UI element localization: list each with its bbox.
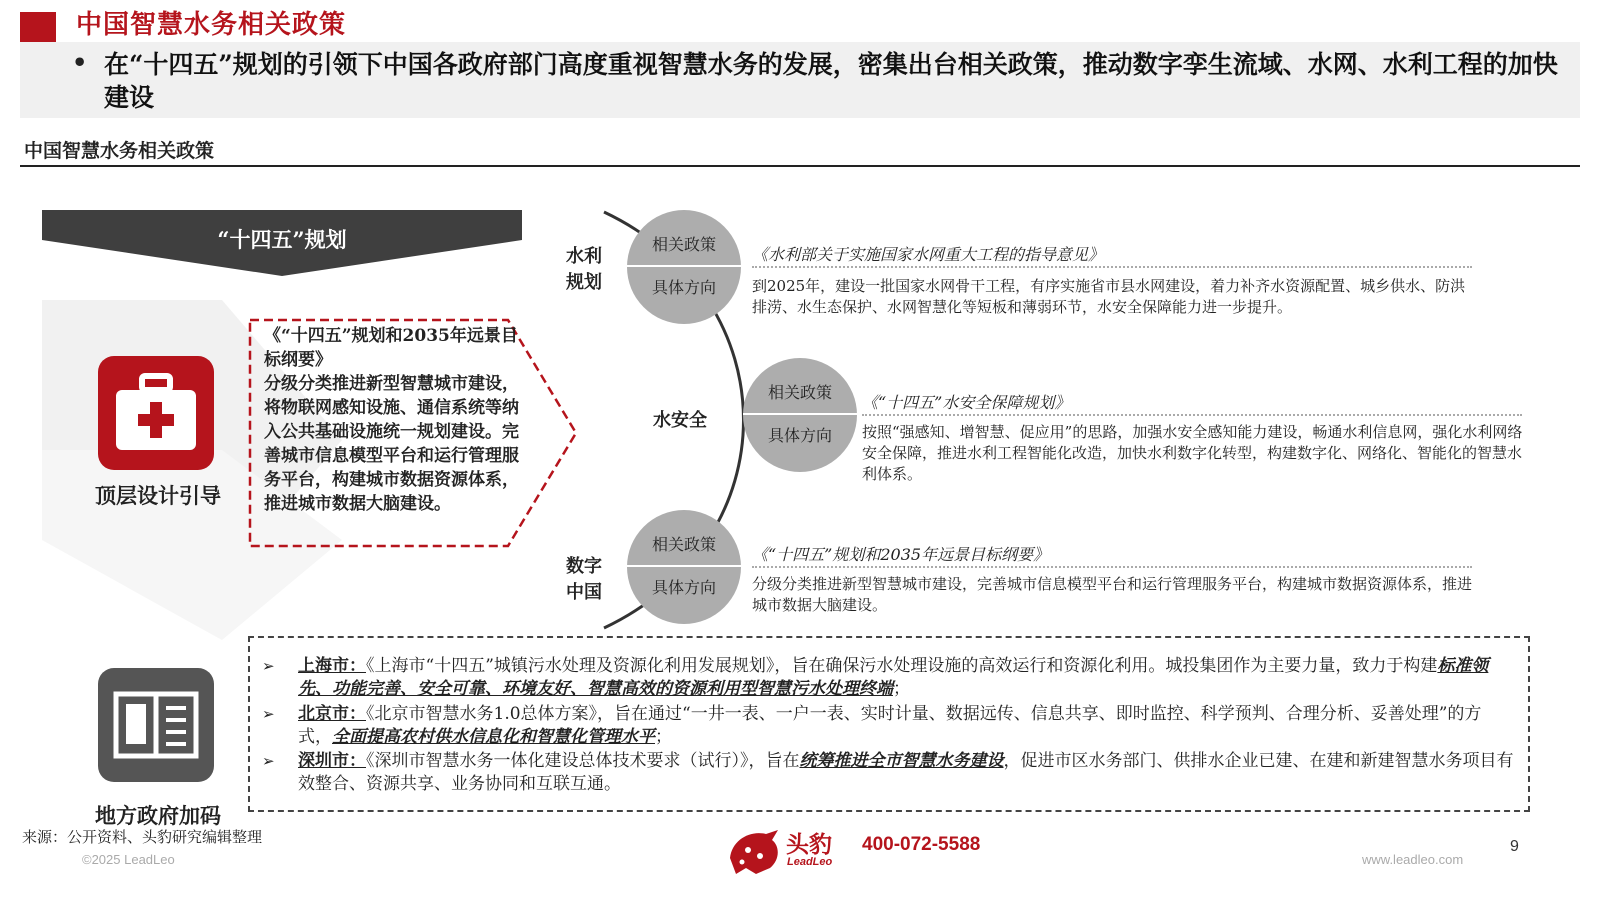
- city-name: 深圳市：: [298, 751, 366, 771]
- summary-bullet: •: [72, 48, 88, 77]
- direction-tag: 具体方向: [651, 278, 716, 297]
- copyright: ©2025 LeadLeo: [82, 852, 175, 867]
- area-label-water-planning: 水利规划: [566, 246, 602, 293]
- local-text: 《上海市“十四五”城镇污水处理及资源化利用发展规划》，旨在确保污水处理设施的高效运行和资源化利用。城投集团作为主要力量，致力于构建: [366, 656, 1438, 676]
- local-text: 《北京市智慧水务1.0总体方案》，旨在通过“一井一表、一户一表、实时计量、数据远传、信息共享、即时监控、科学预判、合理分析、妥善处理”的方式，: [298, 704, 1482, 747]
- area-circle-water-security: [743, 358, 857, 472]
- leopard-logo-icon: [726, 828, 782, 876]
- brand-name-en: LeadLeo: [787, 856, 833, 868]
- plan-detail-body: 分级分类推进新型智慧城市建设，将物联网感知设施、通信系统等纳入公共基础设施统一规划建设。完善城市信息模型平台和运行管理服务平台，构建城市数据资源体系，推进城市数据大脑建设。: [264, 374, 519, 514]
- plan-detail-title: 《“十四五”规划和2035年远景目标纲要》: [264, 326, 518, 370]
- city-name: 北京市：: [298, 704, 366, 724]
- page-number: 9: [1510, 838, 1519, 855]
- dotted-divider: [752, 566, 1472, 568]
- arrow-bullet-icon: ➢: [262, 657, 275, 675]
- policy-desc-digital-china: 分级分类推进新型智慧城市建设，完善城市信息模型平台和运行管理服务平台，构建城市数据资源体系，推进城市数据大脑建设。: [752, 575, 1473, 614]
- arrow-bullet-icon: ➢: [262, 705, 275, 723]
- local-item-beijing: ➢ 北京市：《北京市智慧水务1.0总体方案》，旨在通过“一井一表、一户一表、实时计量、数据远传、信息共享、即时监控、科学预判、合理分析、妥善处理”的方式，全面提高农村供水信息化和智慧化管理水平；: [262, 704, 1482, 747]
- city-name: 上海市：: [298, 656, 366, 676]
- phone-number: 400-072-5588: [862, 834, 981, 855]
- policy-title-water-security: 《“十四五”水安全保障规划》: [862, 393, 1071, 412]
- local-highlight: 标准领先、功能完善、安全可靠、环境友好、智慧高效的资源利用型智慧污水处理终端: [298, 656, 1489, 699]
- arrow-bullet-icon: ➢: [262, 752, 275, 770]
- page-title: 中国智慧水务相关政策: [76, 10, 347, 40]
- local-item-shenzhen: ➢ 深圳市：《深圳市智慧水务一体化建设总体技术要求（试行）》，旨在统筹推进全市智慧水务建设，促进市区水务部门、供排水企业已建、在建和新建智慧水务项目有效整合、资源共享、业务协同和互联互通。: [262, 751, 1514, 794]
- dotted-divider: [862, 414, 1522, 416]
- plan-detail: [264, 324, 532, 516]
- source-note: 来源：公开资料、头豹研究编辑整理: [22, 828, 263, 846]
- brand-name: 头豹: [786, 831, 832, 858]
- direction-tag: 具体方向: [651, 578, 716, 597]
- local-text: 《深圳市智慧水务一体化建设总体技术要求（试行）》，旨在: [366, 751, 800, 771]
- policy-title-digital-china: 《“十四五”规划和2035年远景目标纲要》: [752, 545, 1050, 564]
- area-circle-digital-china: [627, 510, 741, 624]
- policy-desc-water-planning: 到2025年，建设一批国家水网骨干工程，有序实施省市县水网建设，着力补齐水资源配置、城乡供水、防洪排涝、水生态保护、水网智慧化等短板和薄弱环节，水安全保障能力进一步提升。: [752, 277, 1466, 316]
- dotted-divider: [752, 266, 1472, 268]
- area-label-digital-china: 数字中国: [566, 556, 602, 603]
- section-title: 中国智慧水务相关政策: [24, 140, 215, 162]
- local-highlight: 全面提高农村供水信息化和智慧化管理水平: [332, 727, 655, 747]
- policy-tag: 相关政策: [767, 383, 832, 402]
- local-gov-label: 地方政府加码: [95, 803, 221, 828]
- first-aid-kit-icon: [98, 356, 214, 470]
- plan-banner-label: “十四五”规划: [217, 227, 347, 252]
- website-link[interactable]: www.leadleo.com: [1362, 852, 1464, 867]
- area-circle-water-planning: [627, 210, 741, 324]
- open-book-icon: [98, 668, 214, 782]
- local-highlight: 统筹推进全市智慧水务建设: [799, 751, 1004, 771]
- direction-tag: 具体方向: [767, 426, 832, 445]
- summary-text: 在“十四五”规划的引领下中国各政府部门高度重视智慧水务的发展，密集出台相关政策，推动数字孪生流域、水网、水利工程的加快建设: [104, 50, 1558, 112]
- policy-desc-water-security: 按照“强感知、增智慧、促应用”的思路，加强水安全感知能力建设，畅通水利信息网，强化水利网络安全保障，推进水利工程智能化改造，加快水利数字化转型，构建数字化、网络化、智能化的智慧水利体系。: [862, 423, 1523, 483]
- policy-tag: 相关政策: [651, 235, 716, 254]
- top-design-label: 顶层设计引导: [95, 483, 221, 508]
- policy-title-water-planning: 《水利部关于实施国家水网重大工程的指导意见》: [752, 245, 1105, 264]
- section-divider: [20, 165, 1580, 167]
- area-label-water-security: 水安全: [653, 410, 707, 431]
- policy-tag: 相关政策: [651, 535, 716, 554]
- local-item-shanghai: ➢ 上海市：《上海市“十四五”城镇污水处理及资源化利用发展规划》，旨在确保污水处理设施的高效运行和资源化利用。城投集团作为主要力量，致力于构建标准领先、功能完善、安全可靠、环境友好、智慧高效的资源利用型智慧污水处理终端；: [262, 656, 1489, 699]
